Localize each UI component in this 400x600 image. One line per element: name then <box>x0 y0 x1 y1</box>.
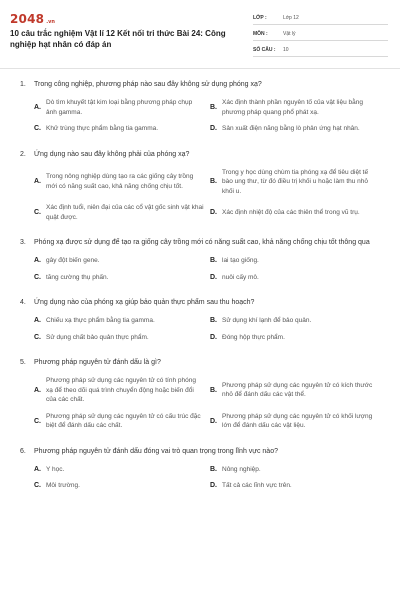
answer-letter: D. <box>210 482 217 490</box>
answer-option-c[interactable] <box>34 333 210 343</box>
answer-text: Y học. <box>46 465 65 473</box>
answer-letter: C. <box>34 482 41 490</box>
answer-text: Trong y học dùng chùm tia phóng xạ để tiêu diệt tế bào ung thư, từ đó điều trị khối u hoặc làm thu nhỏ khối u. <box>222 168 369 195</box>
answer-option-a[interactable] <box>34 256 210 266</box>
answer-letter: C. <box>34 417 41 425</box>
answer-option-d[interactable] <box>210 124 386 134</box>
answer-letter: B. <box>210 104 217 111</box>
answer-option-b[interactable] <box>210 168 386 197</box>
question-number: 2. <box>20 150 26 158</box>
answer-option-a[interactable] <box>34 376 210 405</box>
answer-letter: B. <box>210 257 217 265</box>
question-body: Ứng dụng nào sau đây không phải của phóng xạ? <box>34 150 190 158</box>
answer-letter: B. <box>210 317 217 325</box>
answer-option-a[interactable] <box>34 465 210 475</box>
answer-option-b[interactable] <box>210 316 386 326</box>
answer-options <box>20 256 386 289</box>
answer-option-d[interactable] <box>210 203 386 222</box>
answer-options <box>20 168 386 230</box>
question-1 <box>20 80 386 141</box>
page-header <box>0 0 400 70</box>
meta-info <box>253 12 388 60</box>
question-3 <box>20 238 386 289</box>
answer-text: Phương pháp sử dụng các nguyên tử có cấu trúc đặc biệt để đánh dấu các chất. <box>46 412 201 429</box>
answer-text: Chiếu xạ thực phẩm bằng tia gamma. <box>46 317 155 324</box>
answer-text: Sử dụng khí lạnh để bảo quản. <box>222 317 312 324</box>
header-divider <box>0 68 400 69</box>
meta-row-class <box>253 12 388 25</box>
answer-option-a[interactable] <box>34 98 210 117</box>
question-number: 6. <box>20 447 26 455</box>
answer-option-c[interactable] <box>34 124 210 134</box>
answer-option-a[interactable] <box>34 168 210 197</box>
answer-text: Sử dụng chất bảo quản thực phẩm. <box>46 333 149 341</box>
answer-text: Trong nông nghiệp dùng tạo ra các giống cây trồng mới có năng suất cao, khả năng chống chịu tốt. <box>46 173 194 190</box>
answer-letter: A. <box>34 386 41 394</box>
question-4 <box>20 298 386 349</box>
answer-letter: D. <box>210 125 217 133</box>
question-6 <box>20 447 386 498</box>
answer-option-c[interactable] <box>34 481 210 491</box>
logo-domain: .vn <box>46 19 55 25</box>
answer-options <box>20 98 386 141</box>
meta-row-subject <box>253 28 388 41</box>
question-number: 5. <box>20 359 26 366</box>
question-text <box>20 358 386 368</box>
answer-option-a[interactable] <box>34 316 210 326</box>
question-body: Trong công nghiệp, phương pháp nào sau đây không sử dụng phóng xạ? <box>34 81 262 88</box>
site-logo[interactable] <box>10 12 55 26</box>
meta-label: SỐ CÂU : <box>253 47 276 53</box>
answer-letter: B. <box>210 465 217 473</box>
answer-option-c[interactable] <box>34 273 210 283</box>
answer-letter: D. <box>210 333 217 341</box>
answer-letter: D. <box>210 417 217 425</box>
question-number: 4. <box>20 299 26 306</box>
logo-text: 2048 <box>10 12 45 26</box>
question-body: Phương pháp nguyên tử đánh dấu là gì? <box>34 359 161 366</box>
document-title: 10 câu trắc nghiệm Vật lí 12 Kết nối tri thức Bài 24: Công nghiệp hạt nhân có đáp án <box>10 29 226 49</box>
answer-text: Môi trường. <box>46 482 80 489</box>
answer-option-d[interactable] <box>210 273 386 283</box>
answer-letter: D. <box>210 273 217 281</box>
answer-text: nuôi cấy mô. <box>222 273 259 281</box>
answer-option-c[interactable] <box>34 203 210 222</box>
answer-text: Phương pháp sử dụng các nguyên tử có kích thước nhỏ để đánh dấu các vật thể. <box>222 381 373 399</box>
answer-letter: A. <box>34 257 41 265</box>
answer-letter: A. <box>34 178 41 186</box>
answer-letter: B. <box>210 178 217 186</box>
answer-text: Khử trùng thực phẩm bằng tia gamma. <box>46 125 159 132</box>
meta-label: MÔN : <box>253 31 268 37</box>
answer-option-d[interactable] <box>210 481 386 491</box>
answer-text: Tất cả các lĩnh vực trên. <box>222 482 292 489</box>
answer-letter: C. <box>34 333 41 341</box>
answer-letter: C. <box>34 273 41 281</box>
answer-text: lai tạo giống. <box>222 257 259 264</box>
question-body: Phương pháp nguyên tử đánh dấu đóng vai trò quan trọng trong lĩnh vực nào? <box>34 447 278 455</box>
answer-option-c[interactable] <box>34 412 210 431</box>
question-body: Ứng dụng nào của phóng xạ giúp bảo quản thực phẩm sau thu hoạch? <box>34 299 255 306</box>
question-text <box>20 80 386 90</box>
meta-value: Lớp 12 <box>283 15 299 21</box>
answer-text: Nông nghiệp. <box>222 465 261 473</box>
answer-options <box>20 316 386 349</box>
question-text <box>20 238 386 248</box>
answer-letter: C. <box>34 125 41 133</box>
answer-text: Xác định tuổi, niên đại của các cổ vật gốc sinh vật khai quật được. <box>46 204 204 221</box>
answer-options <box>20 465 386 498</box>
answer-text: gây đột biến gene. <box>46 257 100 264</box>
question-body: Phóng xạ được sử dụng để tạo ra giống cây trồng mới có năng suất cao, khả năng chống chịu tốt thông qua <box>34 239 370 246</box>
meta-row-count <box>253 44 388 57</box>
question-list <box>0 70 400 498</box>
answer-letter: D. <box>210 209 217 216</box>
answer-option-d[interactable] <box>210 333 386 343</box>
question-2 <box>20 150 386 230</box>
answer-option-b[interactable] <box>210 465 386 475</box>
question-text <box>20 447 386 457</box>
meta-label: LỚP : <box>253 15 267 21</box>
answer-text: tăng cường thụ phấn. <box>46 273 109 281</box>
answer-letter: A. <box>34 465 41 473</box>
answer-letter: A. <box>34 104 41 111</box>
question-number: 3. <box>20 239 26 246</box>
answer-text: Sản xuất điện năng bằng lò phản ứng hạt nhân. <box>222 125 360 132</box>
answer-text: Xác định thành phần nguyên tố của vật liệu bằng phương pháp quang phổ phát xạ. <box>222 99 363 116</box>
answer-text: Phương pháp sử dụng các nguyên tử có tính phóng xạ để theo dõi quá trình chuyển động hoặc biến đổi của các chất. <box>46 377 196 403</box>
meta-value: 10 <box>283 47 289 53</box>
answer-option-d[interactable] <box>210 412 386 431</box>
answer-letter: B. <box>210 386 217 394</box>
question-number: 1. <box>20 81 26 88</box>
answer-options <box>20 376 386 438</box>
answer-text: Dò tìm khuyết tật kim loại bằng phương pháp chụp ảnh gamma. <box>46 99 193 116</box>
answer-text: Đóng hộp thực phẩm. <box>222 333 285 341</box>
answer-option-b[interactable] <box>210 256 386 266</box>
question-text <box>20 298 386 308</box>
answer-option-b[interactable] <box>210 376 386 405</box>
answer-text: Xác định nhiệt độ của các thiên thể trong vũ trụ. <box>222 208 360 216</box>
answer-option-b[interactable] <box>210 98 386 117</box>
answer-text: Phương pháp sử dụng các nguyên tử có khối lượng lớn để đánh dấu các vật liệu. <box>222 412 373 429</box>
question-5 <box>20 358 386 438</box>
answer-letter: A. <box>34 317 41 325</box>
answer-letter: C. <box>34 209 41 216</box>
question-text <box>20 150 386 160</box>
meta-value: Vật lý <box>283 31 296 37</box>
